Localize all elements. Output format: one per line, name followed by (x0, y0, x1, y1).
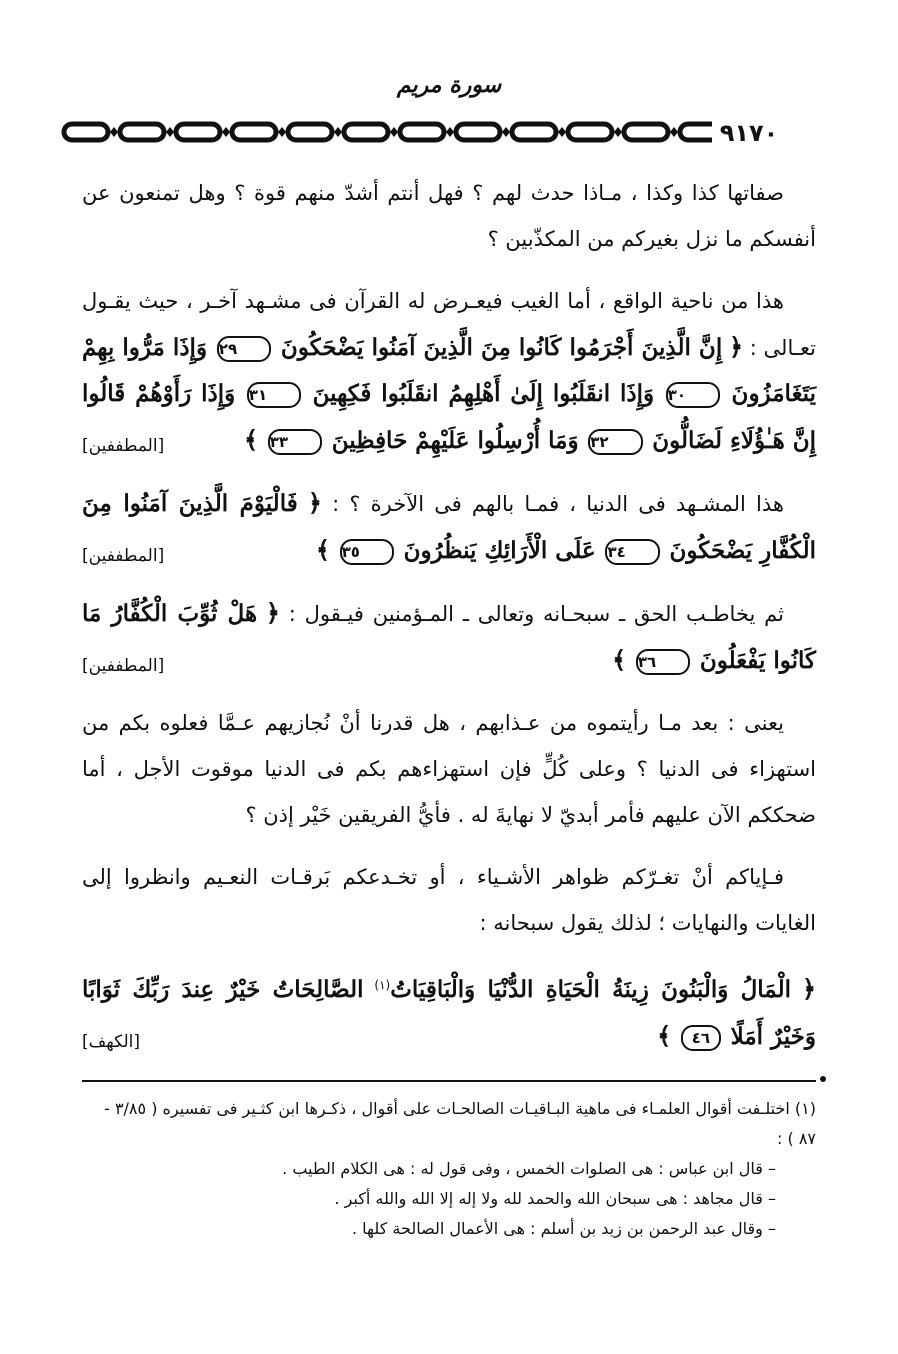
ayah-number: ٣٣ (268, 429, 322, 455)
chain-diamond (334, 127, 342, 137)
verse-close-bracket: ﴾ (244, 425, 259, 454)
chain-link (176, 124, 220, 140)
verse-text: عَلَى الْأَرَائِكِ يَنظُرُونَ (403, 537, 596, 564)
verse-open-bracket: ﴿ (265, 598, 280, 627)
ayah-number: ٣٠ (666, 382, 720, 408)
chain-diamond (390, 127, 398, 137)
ayah-number: ٣٦ (636, 649, 690, 675)
verse-text: وَإِذَا مَرُّوا بِهِمْ يَتَغَامَزُونَ (82, 334, 816, 407)
verse-text: الصَّالِحَاتُ خَيْرٌ عِندَ رَبِّكَ ثَوَابًا وَخَيْرٌ أَمَلًا (82, 976, 816, 1050)
chain-link (400, 124, 444, 140)
verse-close-bracket: ﴾ (612, 645, 627, 674)
main-text (82, 170, 816, 1076)
paragraph-3 (82, 480, 816, 574)
paragraph-6 (82, 854, 816, 946)
surah-source: [الكهف] (82, 1032, 140, 1052)
verse-close-bracket: ﴾ (315, 535, 330, 564)
chain-link (456, 124, 500, 140)
verse-text: إِنَّ الَّذِينَ أَجْرَمُوا كَانُوا مِنَ الَّذِينَ آمَنُوا يَضْحَكُونَ (280, 334, 723, 361)
verse-open-bracket: ﴿ (801, 974, 816, 1003)
page-number: ٩١٧٠ (712, 118, 786, 148)
paragraph-text: صفاتها كذا وكذا ، مـاذا حدث لهم ؟ فهل أنتم أشدّ منهم قوة ؟ وهل تمنعون عن أنفسكم ما نزل بغيركم من المكذّبين ؟ (82, 181, 816, 251)
ayah-number: ٣٥ (340, 539, 394, 565)
chain-link (232, 124, 276, 140)
verse-open-bracket: ﴿ (728, 332, 744, 361)
chain-diamond (166, 127, 174, 137)
chain-diamond (502, 127, 510, 137)
footnote-line: – قال مجاهد : هى سبحان الله والحمد لله ولا إله إلا الله والله أكبر . (334, 1189, 776, 1208)
footnote-divider (82, 1080, 816, 1082)
chain-link (568, 124, 612, 140)
surah-title: سورة مريم (396, 72, 502, 98)
paragraph-intro: هذا المشـهد فى الدنيا ، فمـا بالهم فى الآخرة ؟ : (332, 492, 784, 516)
verse-open-bracket: ﴿ (307, 488, 322, 517)
paragraph-intro: ثم يخاطـب الحق ـ سبحـانه وتعالى ـ المـؤمنين فيـقول : (288, 602, 784, 626)
ayah-number: ٣١ (247, 382, 301, 408)
chain-link (624, 124, 668, 140)
paragraph-text: يعنى : بعد مـا رأيتموه من عـذابهم ، هل قدرنا أنْ نُجازيهم عـمَّا فعلوه بكم من استهزاء فى الدنيا ؟ وعلى كُلٍّ فإن استهزاءهم بكم فى الدنيا موقوت الأجل ، أما ضحككم الآن عليهم فأمر أبديّ لا نهايةَ له . فأيُّ الفريقين خَيْر إذن ؟ (82, 711, 816, 827)
verse-text: هَلْ ثُوِّبَ الْكُفَّارُ مَا كَانُوا يَفْعَلُونَ (82, 600, 816, 674)
chain-diamond (446, 127, 454, 137)
paragraph-2 (82, 278, 816, 464)
paragraph-4 (82, 590, 816, 684)
footnote-divider-dot (820, 1076, 826, 1082)
ayah-number: ٣٤ (605, 539, 659, 565)
ayah-number: ٤٦ (681, 1025, 721, 1051)
chain-link (64, 124, 108, 140)
surah-source: [المطففين] (82, 546, 165, 566)
verse-text: وَمَا أُرْسِلُوا عَلَيْهِمْ حَافِظِينَ (331, 427, 579, 454)
chain-diamond (670, 127, 678, 137)
chain-diamond (278, 127, 286, 137)
verse-text: الْمَالُ وَالْبَنُونَ زِينَةُ الْحَيَاةِ الدُّنْيَا وَالْبَاقِيَاتُ (390, 976, 791, 1003)
footnote-line: (١) اختلـفت أقوال العلمـاء فى ماهية البـاقيـات الصالحـات على أقوال ، ذكـرها ابن كثـير فى تفسيره ( ٣/٨٥ - ٨٧ ) : (104, 1099, 816, 1148)
paragraph-5 (82, 700, 816, 838)
chain-link (512, 124, 556, 140)
verse-text: فَالْيَوْمَ الَّذِينَ آمَنُوا مِنَ الْكُفَّارِ يَضْحَكُونَ (82, 490, 816, 564)
chain-diamond (558, 127, 566, 137)
chain-diamond (222, 127, 230, 137)
verse-text: وَإِذَا انقَلَبُوا إِلَىٰ أَهْلِهِمُ انقَلَبُوا فَكِهِينَ (312, 380, 655, 407)
verse-close-bracket: ﴾ (657, 1021, 672, 1050)
paragraph-text: فـإياكم أنْ تغـرّكم ظواهر الأشـياء ، أو تخـدعكم بَرقـات النعـيم وانظروا إلى الغايات والنهايات ؛ لذلك يقول سبحانه : (82, 865, 816, 935)
footnote-marker: (١) (374, 978, 391, 992)
paragraph-7 (82, 962, 816, 1060)
footnote-line: – قال ابن عباس : هى الصلوات الخمس ، وفى قول له : هى الكلام الطيب . (282, 1159, 776, 1178)
chain-diamond (110, 127, 118, 137)
chain-diamond (614, 127, 622, 137)
ayah-number: ٢٩ (217, 336, 271, 362)
paragraph-intro: هذا من ناحية الواقع ، أما الغيب فيعـرض له القرآن فى مشـهد آخـر ، حيث يقـول تعـالى : (82, 289, 816, 360)
surah-source: [المطففين] (82, 436, 165, 456)
chain-link (344, 124, 388, 140)
chain-link (120, 124, 164, 140)
chain-link (288, 124, 332, 140)
verse-text: وَإِذَا رَأَوْهُمْ قَالُوا إِنَّ هَـٰؤُلَاءِ لَضَالُّونَ (82, 380, 816, 454)
surah-source: [المطففين] (82, 656, 165, 676)
paragraph-1 (82, 170, 816, 262)
footnotes (82, 1094, 816, 1244)
footnote-line: – وقال عبد الرحمن بن زيد بن أسلم : هى الأعمال الصالحة كلها . (351, 1219, 776, 1238)
ayah-number: ٣٢ (588, 429, 642, 455)
